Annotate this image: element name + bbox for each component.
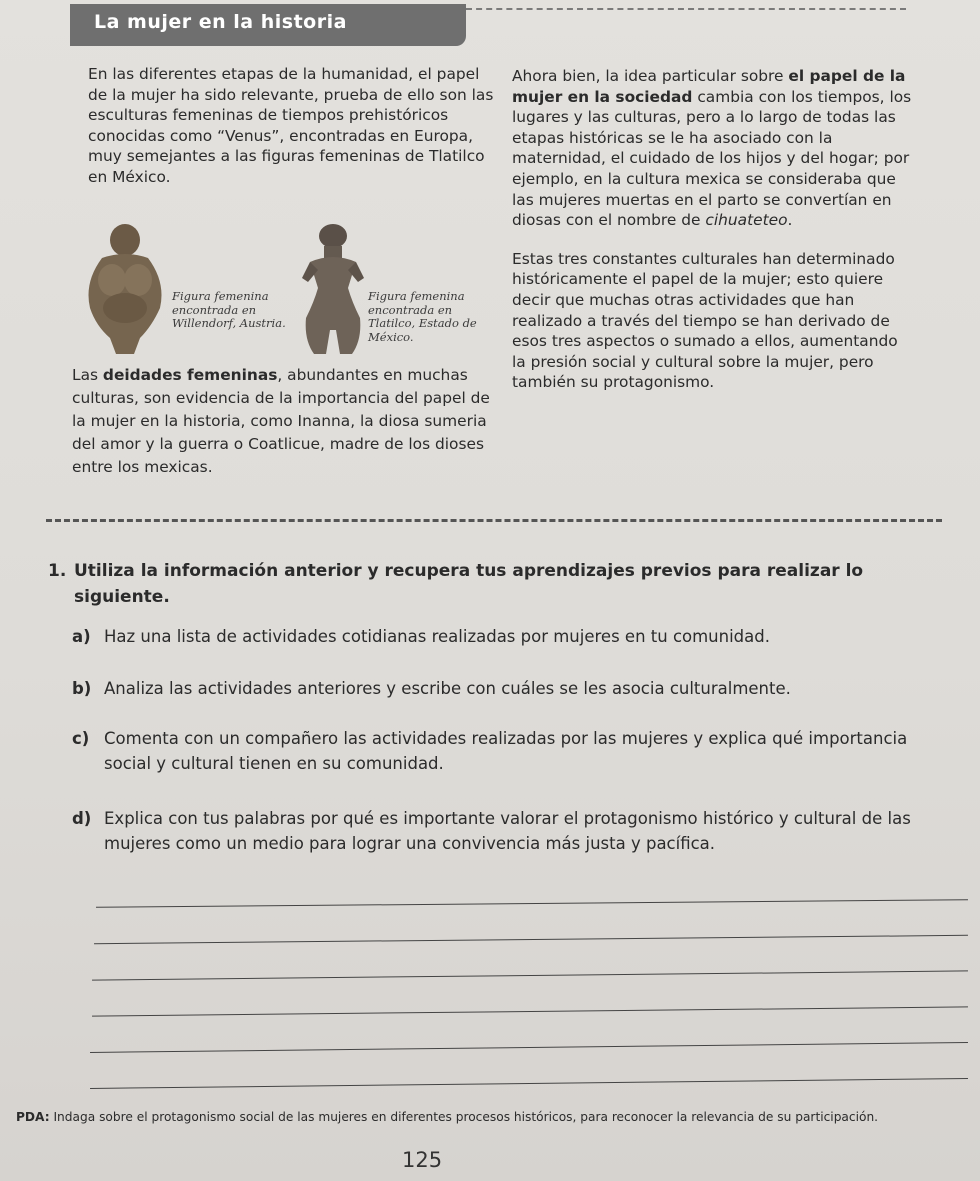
item-text: Comenta con un compañero las actividades realizadas por las mujeres y explica qué importancia social y cultural tienen en su comunidad. xyxy=(104,729,908,773)
answer-line[interactable] xyxy=(96,899,968,908)
item-text: Explica con tus palabras por qué es importante valorar el protagonismo histórico y cultural de las mujeres como un medio para lograr una convivencia más justa y pacífica. xyxy=(104,809,911,853)
section-header xyxy=(70,4,466,46)
page-number: 125 xyxy=(402,1148,443,1172)
figure-caption-willendorf: Figura femenina encontrada en Willendorf, Austria. xyxy=(172,289,286,330)
header-rule xyxy=(466,8,906,10)
willendorf-venus-image xyxy=(82,222,168,356)
activity-number: 1. xyxy=(48,561,67,581)
answer-line[interactable] xyxy=(92,970,968,980)
activity-instruction xyxy=(48,558,928,610)
item-letter: b) xyxy=(72,679,92,698)
section-divider xyxy=(46,519,942,522)
activity-item-b xyxy=(72,676,952,701)
society-keyword: el papel de la mujer en la sociedad xyxy=(512,67,906,106)
figure-caption-tlatilco: Figura femenina encontrada en Tlatilco, Estado de México. xyxy=(368,289,477,344)
section-title: La mujer en la historia xyxy=(94,11,347,33)
deities-text: , abundantes en muchas culturas, son evidencia de la importancia del papel de la mujer en la historia, como Inanna, la diosa sumeria del amor y la guerra o Coatlicue, madre de los dioses entre los mexicas. xyxy=(72,366,490,476)
pda-note xyxy=(16,1109,956,1125)
deities-paragraph xyxy=(72,364,502,479)
deities-keyword: deidades femeninas xyxy=(102,366,278,384)
answer-line[interactable] xyxy=(90,1078,968,1089)
item-letter: c) xyxy=(72,729,90,748)
tlatilco-figure-image xyxy=(300,222,366,356)
pda-label: PDA: xyxy=(16,1110,50,1124)
cihuateteo-term: cihuateteo xyxy=(705,211,788,230)
item-letter: d) xyxy=(72,809,92,828)
society-text-b: cambia con los tiempos, los lugares y las culturas, pero a lo largo de todas las etapas históricas se le ha asociado con la maternidad, el cuidado de los hijos y del hogar; por ejemplo, en la cultura mexica se consideraba que las mujeres muertas en el parto se convertían en diosas con el nombre de xyxy=(512,87,912,230)
answer-line[interactable] xyxy=(90,1042,968,1053)
item-text: Analiza las actividades anteriores y escribe con cuáles se les asocia culturalmente. xyxy=(104,679,791,698)
society-text-a: Ahora bien, la idea particular sobre xyxy=(512,67,789,85)
activity-item-d xyxy=(72,806,952,856)
activity-item-a xyxy=(72,624,952,649)
activity-instruction-text: Utiliza la información anterior y recupera tus aprendizajes previos para realizar lo siguiente. xyxy=(74,561,864,607)
intro-paragraph xyxy=(88,64,498,188)
answer-line[interactable] xyxy=(92,1006,968,1016)
pda-text: Indaga sobre el protagonismo social de las mujeres en diferentes procesos históricos, para reconocer la relevancia de su participación. xyxy=(49,1110,879,1124)
activity-item-c xyxy=(72,726,952,776)
item-letter: a) xyxy=(72,627,91,646)
society-text-end: . xyxy=(787,211,793,230)
deities-lead: Las xyxy=(72,366,103,384)
item-text: Haz una lista de actividades cotidianas realizadas por mujeres en tu comunidad. xyxy=(104,627,770,646)
intro-text: En las diferentes etapas de la humanidad, el papel de la mujer ha sido relevante, prueba de ello son las esculturas femeninas de tiempos prehistóricos conocidas como “Venus”, encontradas en Europa, muy semejantes a las figuras femeninas de Tlatilco en México. xyxy=(88,65,494,186)
answer-line[interactable] xyxy=(94,935,968,944)
constants-text: Estas tres constantes culturales han determinado históricamente el papel de la mujer; esto quiere decir que muchas otras actividades que han realizado a través del tiempo se han derivado de esos tres aspectos o sumado a ellos, aumentando la presión social y cultural sobre la mujer, pero también su protagonismo. xyxy=(512,249,898,392)
society-paragraphs xyxy=(512,66,912,393)
